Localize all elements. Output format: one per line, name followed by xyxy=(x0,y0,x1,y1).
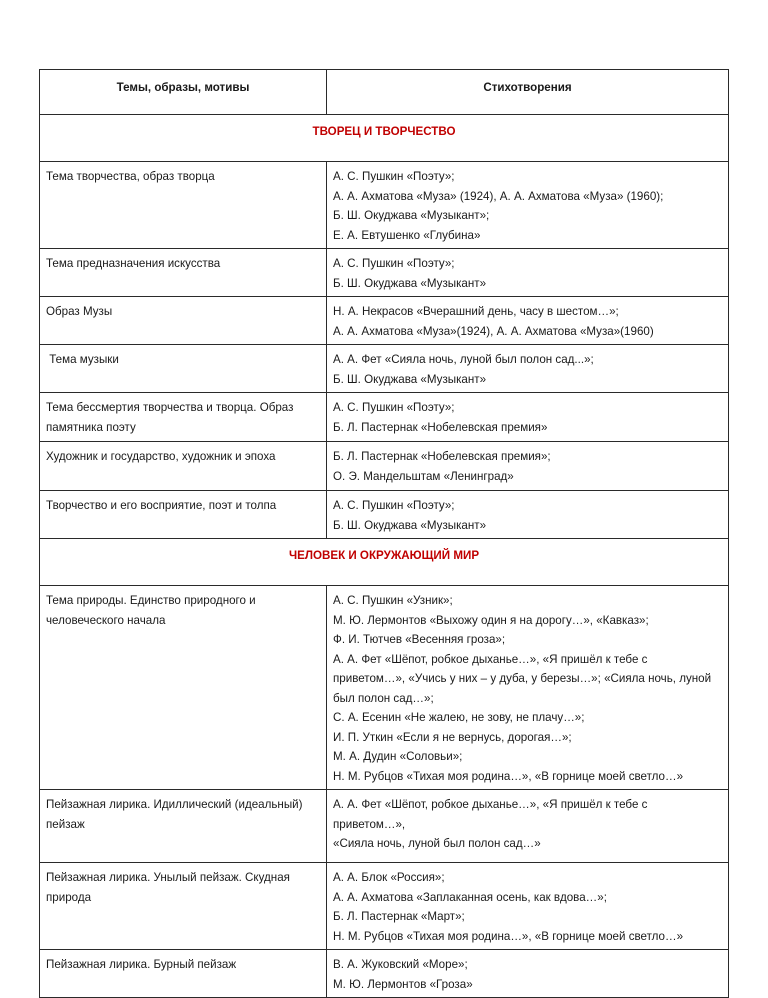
poems-cell xyxy=(327,491,729,539)
poem-entry: А. А. Блок «Россия»; xyxy=(333,871,445,884)
poem-entry: Б. Ш. Окуджава «Музыкант» xyxy=(333,518,487,532)
table-row xyxy=(40,442,729,491)
poem-entry: Б. Л. Пастернак «Нобелевская премия»; xyxy=(333,450,551,463)
poem-entry: А. С. Пушкин «Поэту»; xyxy=(333,499,455,512)
poem-entry: М. А. Дудин «Соловьи»; xyxy=(333,750,463,763)
poems-cell xyxy=(327,162,729,249)
poem-entry: А. С. Пушкин «Поэту»; xyxy=(333,401,455,414)
theme-cell: Художник и государство, художник и эпоха xyxy=(40,442,327,491)
poem-entry: Н. М. Рубцов «Тихая моя родина…», «В горнице моей светло…» xyxy=(333,769,684,783)
theme-cell: Тема творчества, образ творца xyxy=(40,162,327,249)
poem-entry: В. А. Жуковский «Море»; xyxy=(333,958,468,971)
poem-entry: М. Ю. Лермонтов «Гроза» xyxy=(333,977,473,991)
poem-entry: Б. Л. Пастернак «Март»; xyxy=(333,910,465,923)
theme-cell: Тема музыки xyxy=(40,345,327,393)
poem-entry: О. Э. Мандельштам «Ленинград» xyxy=(333,469,514,483)
poem-entry: «Сияла ночь, луной был полон сад…» xyxy=(333,837,541,850)
table-header-row xyxy=(40,70,729,115)
poem-entry: А. С. Пушкин «Поэту»; xyxy=(333,170,455,183)
poem-entry: Н. М. Рубцов «Тихая моя родина…», «В горнице моей светло…» xyxy=(333,929,684,943)
poem-entry: А. А. Ахматова «Заплаканная осень, как вдова…»; xyxy=(333,890,607,904)
theme-cell: Тема природы. Единство природного и человеческого начала xyxy=(40,586,327,790)
section-header-row xyxy=(40,539,729,586)
theme-cell: Образ Музы xyxy=(40,297,327,345)
poem-entry: А. А. Фет «Шёпот, робкое дыханье…», «Я пришёл к тебе с приветом…», «Учись у них – у дуба, у березы…»; «Сияла ночь, луной был полон сад…»; xyxy=(333,652,712,705)
poem-entry: А. А. Ахматова «Муза» (1924), А. А. Ахматова «Муза» (1960); xyxy=(333,189,664,203)
poems-cell xyxy=(327,249,729,297)
theme-cell: Творчество и его восприятие, поэт и толпа xyxy=(40,491,327,539)
table-row xyxy=(40,586,729,790)
poem-entry: Б. Л. Пастернак «Нобелевская премия» xyxy=(333,420,548,434)
section-title: ТВОРЕЦ И ТВОРЧЕСТВО xyxy=(40,115,729,162)
theme-cell: Пейзажная лирика. Идиллический (идеальный) пейзаж xyxy=(40,790,327,863)
poems-cell xyxy=(327,950,729,998)
theme-cell: Пейзажная лирика. Бурный пейзаж xyxy=(40,950,327,998)
table-row xyxy=(40,393,729,442)
table-row xyxy=(40,162,729,249)
table-row xyxy=(40,249,729,297)
poem-entry: С. А. Есенин «Не жалею, не зову, не плачу…»; xyxy=(333,711,585,724)
poems-cell xyxy=(327,790,729,863)
header-poems: Стихотворения xyxy=(327,70,729,115)
table-row xyxy=(40,297,729,345)
theme-cell: Тема бессмертия творчества и творца. Образ памятника поэту xyxy=(40,393,327,442)
table-row xyxy=(40,790,729,863)
poems-cell xyxy=(327,393,729,442)
poems-cell xyxy=(327,442,729,491)
poem-entry: А. А. Ахматова «Муза»(1924), А. А. Ахматова «Муза»(1960) xyxy=(333,324,654,338)
poems-cell xyxy=(327,345,729,393)
table-row xyxy=(40,950,729,998)
header-themes: Темы, образы, мотивы xyxy=(40,70,327,115)
poem-entry: Б. Ш. Окуджава «Музыкант»; xyxy=(333,209,490,222)
poem-entry: А. А. Фет «Сияла ночь, луной был полон сад...»; xyxy=(333,353,594,366)
table-row xyxy=(40,345,729,393)
poem-entry: А. С. Пушкин «Поэту»; xyxy=(333,257,455,270)
poem-entry: А. А. Фет «Шёпот, робкое дыханье…», «Я пришёл к тебе с приветом…», xyxy=(333,798,648,831)
poem-entry: М. Ю. Лермонтов «Выхожу один я на дорогу…», «Кавказ»; xyxy=(333,613,649,627)
theme-cell: Пейзажная лирика. Унылый пейзаж. Скудная природа xyxy=(40,863,327,950)
section-header-row xyxy=(40,115,729,162)
poems-cell xyxy=(327,297,729,345)
poem-entry: И. П. Уткин «Если я не вернусь, дорогая…»; xyxy=(333,730,572,744)
theme-cell: Тема предназначения искусства xyxy=(40,249,327,297)
themes-poems-table xyxy=(39,69,729,998)
poem-entry: Ф. И. Тютчев «Весенняя гроза»; xyxy=(333,633,506,646)
section-title: ЧЕЛОВЕК И ОКРУЖАЮЩИЙ МИР xyxy=(40,539,729,586)
poem-entry: Е. А. Евтушенко «Глубина» xyxy=(333,228,481,242)
poem-entry: Н. А. Некрасов «Вчерашний день, часу в шестом…»; xyxy=(333,305,619,318)
poem-entry: Б. Ш. Окуджава «Музыкант» xyxy=(333,276,487,290)
table-row xyxy=(40,491,729,539)
poems-cell xyxy=(327,586,729,790)
poems-cell xyxy=(327,863,729,950)
poem-entry: А. С. Пушкин «Узник»; xyxy=(333,594,453,607)
table-row xyxy=(40,863,729,950)
poem-entry: Б. Ш. Окуджава «Музыкант» xyxy=(333,372,487,386)
